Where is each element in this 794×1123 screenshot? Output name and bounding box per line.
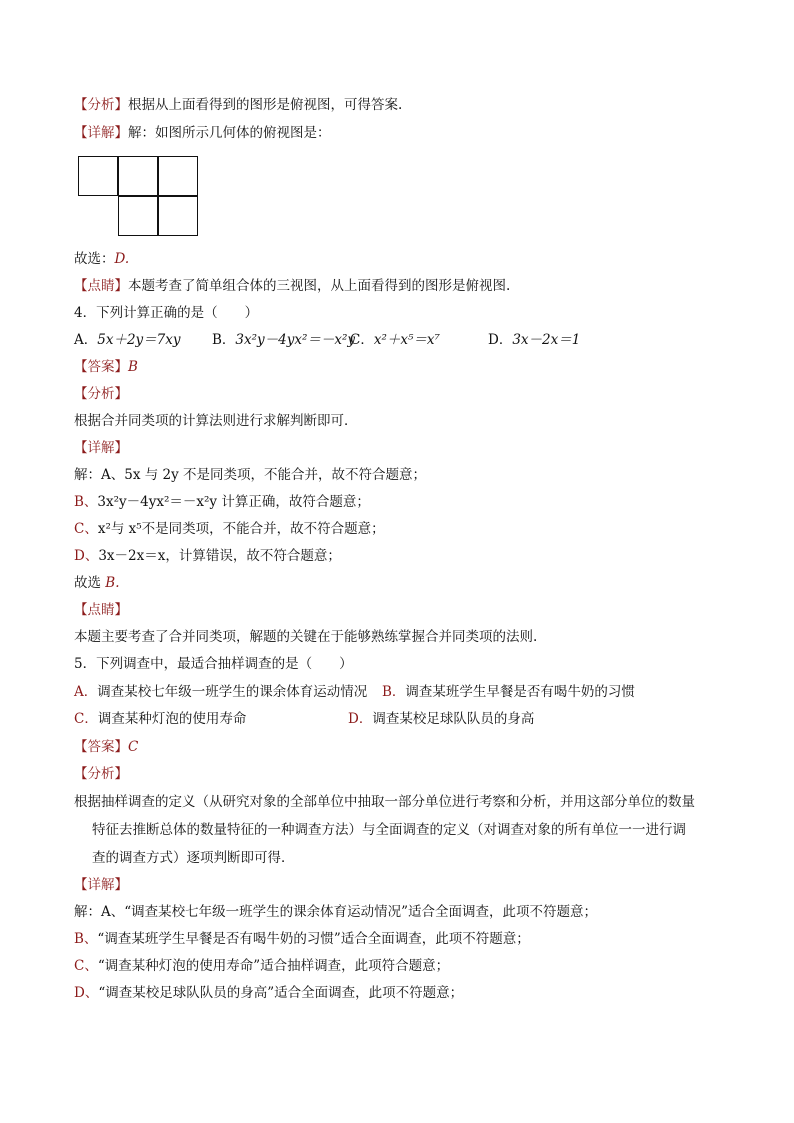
- analysis-tag: 【分析】: [74, 97, 128, 113]
- analysis-text: 根据从上面看得到的图形是俯视图，可得答案.: [128, 97, 403, 113]
- q4-answer: 【答案】B: [74, 359, 138, 375]
- q4-detail-line: D、3x－2x＝x，计算错误，故不符合题意；: [74, 548, 341, 564]
- detail-tag: 【详解】: [74, 125, 128, 141]
- q5-answer: 【答案】C: [74, 739, 139, 755]
- q5-detail-tag: 【详解】: [74, 877, 128, 893]
- q4-analysis-tag: 【分析】: [74, 386, 128, 402]
- grid-square: [118, 196, 158, 236]
- choice-value: D.: [114, 251, 130, 267]
- q4-option-b: B．3x²y－4yx²＝－x²y: [212, 332, 356, 348]
- q5-option-d: D．调查某校足球队队员的身高: [348, 711, 535, 727]
- q4-stem: 4．下列计算正确的是（ ）: [74, 305, 259, 321]
- choice-prefix: 故选：: [74, 251, 115, 267]
- grid-square: [118, 156, 158, 196]
- q5-analysis-tag: 【分析】: [74, 766, 128, 782]
- q4-option-a: A．5x＋2y＝7xy: [74, 332, 181, 348]
- grid-square: [78, 156, 118, 196]
- q5-option-a: A．调查某校七年级一班学生的课余体育运动情况: [74, 684, 368, 700]
- q5-detail-line: C、“调查某种灯泡的使用寿命”适合抽样调查，此项符合题意；: [74, 958, 450, 974]
- q4-analysis-text: 根据合并同类项的计算法则进行求解判断即可．: [74, 413, 358, 429]
- q5-stem: 5．下列调查中，最适合抽样调查的是（ ）: [74, 656, 353, 672]
- q5-analysis-line: 根据抽样调查的定义（从研究对象的全部单位中抽取一部分单位进行考察和分析，并用这部分单位的数量: [74, 794, 695, 810]
- q4-comment-text: 本题主要考查了合并同类项，解题的关键在于能够熟练掌握合并同类项的法则.: [74, 629, 538, 645]
- grid-square: [158, 156, 198, 196]
- q4-comment-tag: 【点睛】: [74, 602, 128, 618]
- comment-line-q3: [74, 277, 510, 295]
- grid-square: [158, 196, 198, 236]
- q4-option-c: C．x²＋x⁵＝x⁷: [350, 332, 440, 348]
- q4-choice-line: 故选 B.: [74, 575, 120, 591]
- q5-detail-line: B、“调查某班学生早餐是否有喝牛奶的习惯”适合全面调查，此项不符题意；: [74, 931, 530, 947]
- q5-analysis-line: 查的调查方式）逐项判断即可得．: [92, 850, 295, 866]
- q5-option-c: C．调查某种灯泡的使用寿命: [74, 711, 247, 727]
- q4-option-d: D．3x－2x＝1: [488, 332, 581, 348]
- q4-answer-value: B: [128, 359, 138, 375]
- q5-analysis-line: 特征去推断总体的数量特征的一种调查方法）与全面调查的定义（对调查对象的所有单位一一进行调: [92, 822, 686, 838]
- comment-text: 本题考查了简单组合体的三视图，从上面看得到的图形是俯视图.: [128, 278, 511, 294]
- q4-detail-line: 解：A、5x 与 2y 不是同类项，不能合并，故不符合题意；: [74, 467, 427, 483]
- detail-text: 解：如图所示几何体的俯视图是：: [128, 125, 331, 141]
- detail-line-q3: [74, 124, 331, 142]
- q5-detail-line: D、“调查某校足球队队员的身高”适合全面调查，此项不符题意；: [74, 985, 464, 1001]
- comment-tag: 【点睛】: [74, 278, 128, 294]
- q5-answer-value: C: [128, 739, 139, 755]
- q5-option-b: B．调查某班学生早餐是否有喝牛奶的习惯: [382, 684, 635, 700]
- q4-detail-line: B、3x²y－4yx²＝－x²y 计算正确，故符合题意；: [74, 494, 370, 510]
- choice-line-q3: [74, 250, 129, 268]
- analysis-line-q3: [74, 96, 402, 114]
- q4-detail-line: C、x²与 x⁵不是同类项，不能合并，故不符合题意；: [74, 521, 385, 537]
- q5-detail-line: 解：A、“调查某校七年级一班学生的课余体育运动情况”适合全面调查，此项不符题意；: [74, 904, 598, 920]
- q4-detail-tag: 【详解】: [74, 440, 128, 456]
